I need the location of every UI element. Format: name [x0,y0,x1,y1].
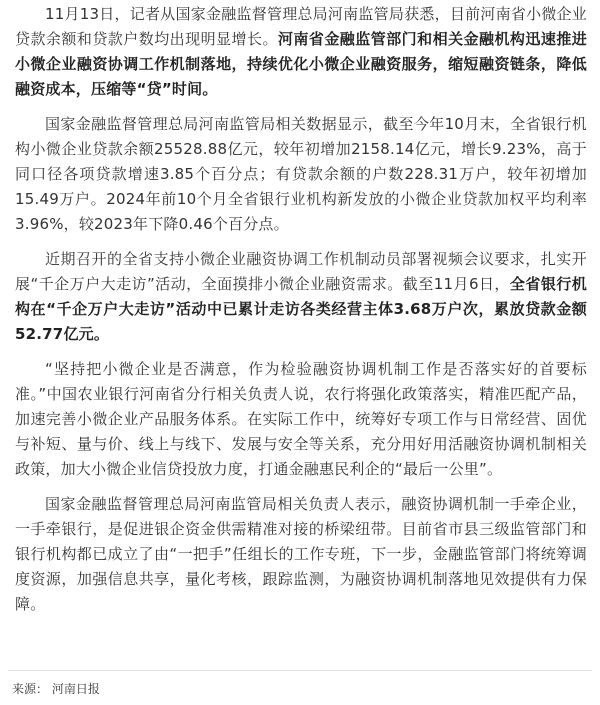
paragraph-1-text: 11月13日，记者从国家金融监督管理总局河南监管局获悉，目前河南省小微企业贷款余额和贷款户数均出现明显增长。 [15,5,587,48]
paragraph-4-text: “坚持把小微企业是否满意，作为检验融资协调机制工作是否落实好的首要标准。”中国农业银行河南省分行相关负责人说，农行将强化政策落实，精准匹配产品，加速完善小微企业产品服务体系。在实际工作中，统筹好专项工作与日常经营、固优与补短、量与价、线上与线下、发展与安全等关系，充分用好用活融资协调机制相关政策，加大小微企业信贷投放力度，打通金融惠民利企的“最后一公里”。 [15,360,587,478]
paragraph-5 [15,492,587,617]
paragraph-3 [15,247,587,347]
source-credit: 来源： 河南日报 [12,682,100,696]
paragraph-3-bold-text: 全省银行机构在“千企万户大走访”活动中已累计走访各类经营主体3.68万户次，累放贷款金额52.77亿元。 [15,275,587,343]
paragraph-1 [15,2,587,102]
paragraph-4 [15,357,587,482]
paragraph-2 [15,112,587,237]
paragraph-1-bold-text: 河南省金融监管部门和相关金融机构迅速推进小微企业融资协调工作机制落地，持续优化小微企业融资服务，缩短融资链条，降低融资成本，压缩等“贷”时间。 [15,30,587,98]
article-body [15,2,587,627]
footer-divider [8,670,592,671]
paragraph-2-text: 国家金融监督管理总局河南监管局相关数据显示，截至今年10月末，全省银行机构小微企业贷款余额25528.88亿元，较年初增加2158.14亿元，增长9.23%，高于同口径各项贷款增速3.85个百分点；有贷款余额的户数228.31万户，较年初增加15.49万户。2024年前10个月全省银行业机构新发放的小微企业贷款加权平均利率3.96%，较2023年下降0.46个百分点。 [15,115,587,233]
paragraph-5-text: 国家金融监督管理总局河南监管局相关负责人表示，融资协调机制一手牵企业，一手牵银行，是促进银企资金供需精准对接的桥梁纽带。目前省市县三级监管部门和银行机构都已成立了由“一把手”任组长的工作专班，下一步，金融监管部门将统筹调度资源，加强信息共享，量化考核，跟踪监测，为融资协调机制落地见效提供有力保障。 [15,495,587,613]
paragraph-3-text: 近期召开的全省支持小微企业融资协调工作机制动员部署视频会议要求，扎实开展“千企万户大走访”活动，全面摸排小微企业融资需求。截至11月6日， [15,250,587,293]
